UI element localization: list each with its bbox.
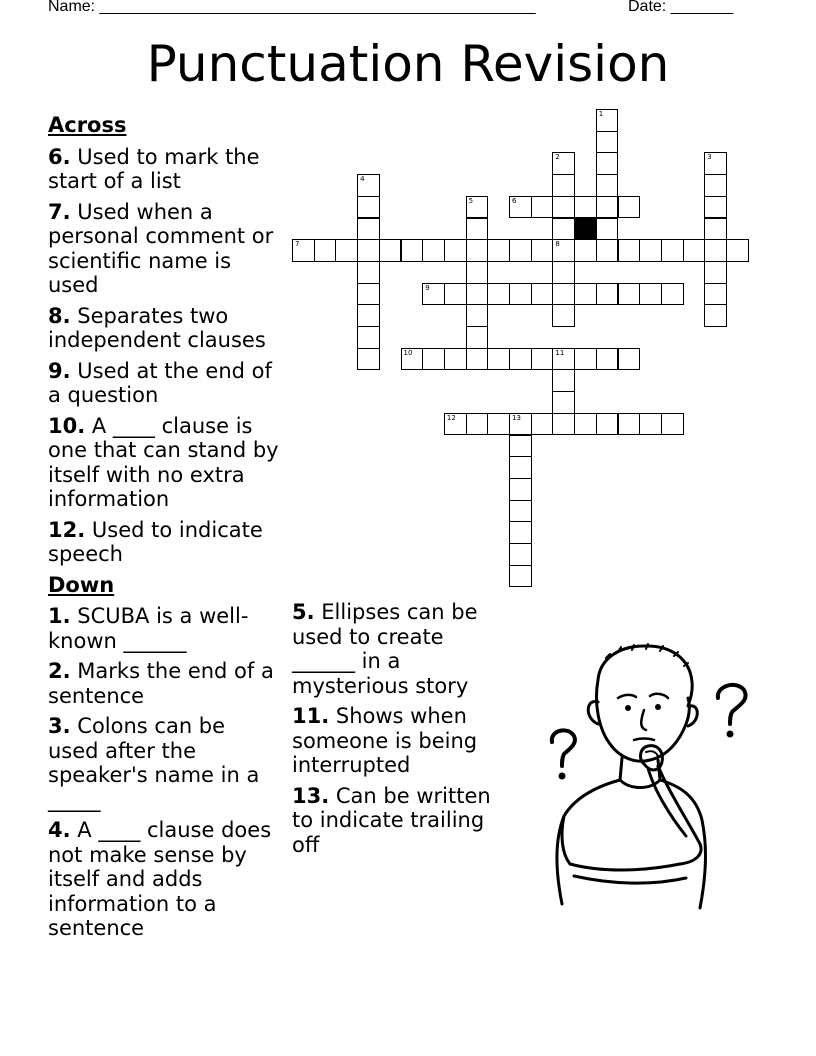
clue-text: Used at the end of a question <box>48 358 272 407</box>
grid-cell[interactable] <box>357 348 380 371</box>
grid-cell[interactable] <box>466 218 489 241</box>
clue-number: 13. <box>292 783 330 808</box>
grid-cell[interactable] <box>487 413 510 436</box>
grid-cell[interactable] <box>596 131 619 154</box>
grid-cell[interactable] <box>357 196 380 219</box>
cell-number: 8 <box>555 240 560 249</box>
clues-column-left <box>48 113 280 947</box>
grid-cell[interactable] <box>704 261 727 284</box>
grid-cell[interactable] <box>639 239 662 262</box>
grid-cell[interactable] <box>552 413 575 436</box>
grid-cell[interactable] <box>509 500 532 523</box>
across-clue-6 <box>48 145 280 194</box>
clue-text: Colons can be used after the speaker's name in a _____ <box>48 714 260 812</box>
clue-text: Marks the end of a sentence <box>48 659 274 708</box>
grid-cell[interactable] <box>531 413 554 436</box>
grid-cell[interactable] <box>574 239 597 262</box>
cell-number: 9 <box>425 283 430 292</box>
grid-cell[interactable] <box>357 174 380 197</box>
grid-cell[interactable] <box>487 348 510 371</box>
grid-cell[interactable] <box>401 348 424 371</box>
clue-number: 2. <box>48 659 71 683</box>
grid-cell[interactable] <box>618 283 641 306</box>
clue-number: 4. <box>48 818 71 842</box>
grid-cell[interactable] <box>704 196 727 219</box>
grid-cell[interactable] <box>618 196 641 219</box>
page-title: Punctuation Revision <box>146 35 670 93</box>
clue-number: 11. <box>292 704 330 728</box>
grid-cell[interactable] <box>552 261 575 284</box>
grid-cell[interactable] <box>704 174 727 197</box>
grid-cell[interactable] <box>466 283 489 306</box>
grid-cell[interactable] <box>596 152 619 175</box>
across-clue-9 <box>48 359 280 408</box>
down-clue-1 <box>48 604 280 653</box>
clue-number: 8. <box>48 303 71 328</box>
grid-cell[interactable] <box>357 261 380 284</box>
grid-cell[interactable] <box>509 565 532 588</box>
grid-cell[interactable] <box>466 348 489 371</box>
grid-cell[interactable] <box>661 413 684 436</box>
grid-cell[interactable] <box>596 109 619 132</box>
grid-cell[interactable] <box>574 348 597 371</box>
down-clue-13 <box>292 784 512 858</box>
grid-cell[interactable] <box>596 283 619 306</box>
grid-cell[interactable] <box>422 283 445 306</box>
grid-cell[interactable] <box>357 304 380 327</box>
grid-cell[interactable] <box>466 196 489 219</box>
grid-cell[interactable] <box>466 304 489 327</box>
grid-cell[interactable] <box>552 304 575 327</box>
grid-cell[interactable] <box>487 239 510 262</box>
grid-cell[interactable] <box>422 239 445 262</box>
grid-cell[interactable] <box>683 239 706 262</box>
grid-cell[interactable] <box>552 391 575 414</box>
clue-number: 3. <box>48 714 71 738</box>
clue-text: Shows when someone is being interrupted <box>292 704 478 777</box>
cell-number: 1 <box>598 110 604 118</box>
name-field[interactable]: Name: _________________________________________________ <box>48 0 536 15</box>
grid-cell[interactable] <box>661 239 684 262</box>
grid-cell[interactable] <box>661 283 684 306</box>
across-clue-10 <box>48 414 280 512</box>
grid-cell[interactable] <box>509 456 532 479</box>
grid-cell[interactable] <box>444 413 467 436</box>
grid-cell[interactable] <box>552 152 575 175</box>
thinking-boy-with-question-marks-icon <box>540 640 760 920</box>
grid-cell[interactable] <box>552 348 575 371</box>
down-clue-5 <box>292 600 512 698</box>
down-clue-11 <box>292 704 512 778</box>
grid-cell[interactable] <box>357 326 380 349</box>
grid-cell[interactable] <box>639 283 662 306</box>
grid-cell[interactable] <box>509 283 532 306</box>
grid-cell[interactable] <box>596 413 619 436</box>
grid-cell[interactable] <box>357 218 380 241</box>
grid-cell[interactable] <box>444 283 467 306</box>
grid-cell[interactable] <box>552 283 575 306</box>
date-field[interactable]: Date: _______ <box>628 0 733 15</box>
grid-cell[interactable] <box>596 239 619 262</box>
grid-cell[interactable] <box>552 174 575 197</box>
across-heading: Across <box>48 113 127 137</box>
cell-number: 12 <box>446 413 456 422</box>
grid-cell[interactable] <box>596 348 619 371</box>
clue-number: 1. <box>48 604 71 628</box>
black-square <box>574 218 597 241</box>
clue-text: A ____ clause does not make sense by itself and adds information to a sentence <box>48 818 272 940</box>
grid-cell[interactable] <box>704 304 727 327</box>
grid-cell[interactable] <box>509 239 532 262</box>
grid-cell[interactable] <box>531 348 554 371</box>
grid-cell[interactable] <box>531 196 554 219</box>
grid-cell[interactable] <box>618 413 641 436</box>
cell-number: 4 <box>360 175 365 184</box>
clue-number: 9. <box>48 358 71 383</box>
grid-cell[interactable] <box>618 348 641 371</box>
grid-cell[interactable] <box>314 239 337 262</box>
grid-cell[interactable] <box>596 174 619 197</box>
cell-number: 6 <box>512 196 517 205</box>
clue-text: SCUBA is a well-known ______ <box>48 604 249 653</box>
clue-number: 7. <box>48 199 71 224</box>
cell-number: 3 <box>707 153 712 162</box>
clue-number: 10. <box>48 413 86 438</box>
grid-cell[interactable] <box>357 239 380 262</box>
clue-number: 6. <box>48 144 71 169</box>
grid-cell[interactable] <box>487 283 510 306</box>
grid-cell[interactable] <box>704 239 727 262</box>
clue-text: Ellipses can be used to create ______ in a mysterious story <box>292 600 478 698</box>
across-clue-12 <box>48 518 280 567</box>
grid-cell[interactable] <box>552 369 575 392</box>
cell-number: 13 <box>512 413 521 422</box>
grid-cell[interactable] <box>422 348 445 371</box>
cell-number: 2 <box>555 153 560 162</box>
down-clue-3 <box>48 714 280 812</box>
clue-text: Used when a personal comment or scientific name is used <box>48 199 274 297</box>
grid-cell[interactable] <box>292 239 315 262</box>
grid-cell[interactable] <box>726 239 749 262</box>
grid-cell[interactable] <box>379 239 402 262</box>
grid-cell[interactable] <box>552 196 575 219</box>
grid-cell[interactable] <box>531 283 554 306</box>
grid-cell[interactable] <box>444 348 467 371</box>
grid-cell[interactable] <box>574 196 597 219</box>
cell-number: 10 <box>403 348 413 357</box>
grid-cell[interactable] <box>704 152 727 175</box>
grid-cell[interactable] <box>357 283 380 306</box>
grid-cell[interactable] <box>466 413 489 436</box>
grid-cell[interactable] <box>704 283 727 306</box>
grid-cell[interactable] <box>552 239 575 262</box>
clue-number: 5. <box>292 600 315 624</box>
across-clue-7 <box>48 200 280 298</box>
clues-column-middle <box>292 600 512 863</box>
clue-text: Used to indicate speech <box>48 517 263 566</box>
grid-cell[interactable] <box>574 283 597 306</box>
header <box>48 0 748 18</box>
cell-number: 7 <box>295 240 300 249</box>
grid-cell[interactable] <box>596 196 619 219</box>
grid-cell[interactable] <box>466 239 489 262</box>
grid-cell[interactable] <box>509 478 532 501</box>
down-heading: Down <box>48 572 115 597</box>
grid-cell[interactable] <box>509 435 532 458</box>
grid-cell[interactable] <box>466 326 489 349</box>
down-clue-2 <box>48 659 280 708</box>
grid-cell[interactable] <box>509 196 532 219</box>
grid-cell[interactable] <box>335 239 358 262</box>
grid-cell[interactable] <box>596 218 619 241</box>
grid-cell[interactable] <box>466 261 489 284</box>
grid-cell[interactable] <box>639 413 662 436</box>
grid-cell[interactable] <box>704 218 727 241</box>
grid-cell[interactable] <box>531 239 554 262</box>
down-clue-4 <box>48 818 280 941</box>
clue-number: 12. <box>48 517 86 542</box>
clue-text: Separates two independent clauses <box>48 303 266 352</box>
cell-number: 5 <box>468 196 474 205</box>
grid-cell[interactable] <box>618 239 641 262</box>
grid-cell[interactable] <box>509 543 532 566</box>
clue-text: A ____ clause is one that can stand by itself with no extra information <box>48 413 279 511</box>
grid-cell[interactable] <box>509 348 532 371</box>
across-clue-8 <box>48 304 280 353</box>
grid-cell[interactable] <box>444 239 467 262</box>
cell-number: 11 <box>555 348 565 357</box>
grid-cell[interactable] <box>401 239 424 262</box>
grid-cell[interactable] <box>509 413 532 436</box>
grid-cell[interactable] <box>552 218 575 241</box>
clue-text: Can be written to indicate trailing off <box>292 783 491 857</box>
grid-cell[interactable] <box>509 521 532 544</box>
clue-text: Used to mark the start of a list <box>48 144 260 193</box>
grid-cell[interactable] <box>574 413 597 436</box>
